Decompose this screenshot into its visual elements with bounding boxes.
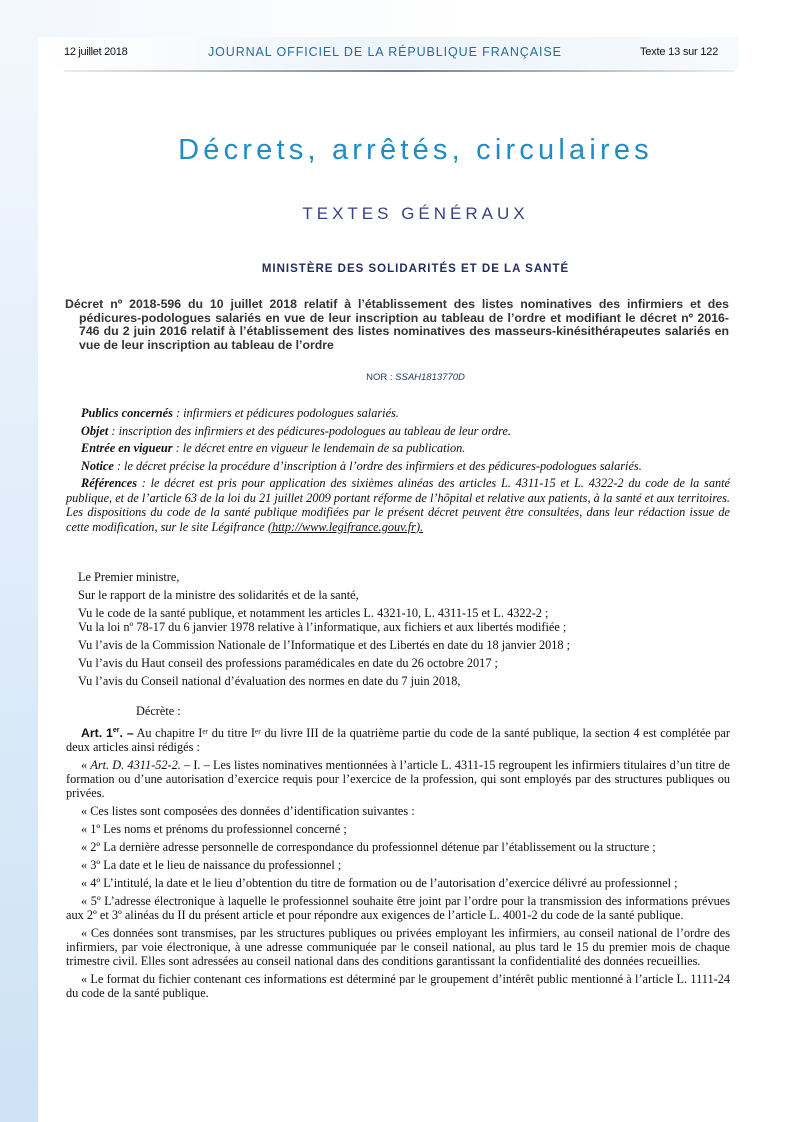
paragraph: « 1º Les noms et prénoms du professionnel concerné ;: [81, 822, 347, 837]
preamble-line: Le Premier ministre,: [78, 570, 180, 584]
paragraph: « 4º L’intitulé, la date et le lieu d’obtention du titre de formation ou de l’autorisation d’exercice délivré au professionnel ;: [81, 876, 678, 891]
decree-title: [65, 298, 729, 352]
summary-references-label: Références: [81, 476, 137, 490]
article-1-label-end: . –: [119, 726, 134, 741]
summary-objet: [66, 424, 730, 439]
summary-entree-label: Entrée en vigueur: [81, 441, 173, 455]
summary-objet-label: Objet: [81, 423, 109, 438]
paragraph: « 5º L’adresse électronique à laquelle le professionnel souhaite être joint par l’ordre pour la transmission des informations prévues aux 2º et 3º alinéas du II du présent article et pour répondre aux exigences de l’article L. 4001-2 du code de la santé publique.: [66, 894, 730, 923]
nor-value: SSAH1813770D: [395, 372, 465, 383]
article-1-label-text: Art. 1: [81, 726, 113, 741]
header-journal-title: JOURNAL OFFICIEL DE LA RÉPUBLIQUE FRANÇAISE: [208, 45, 562, 59]
paragraph: « Ces données sont transmises, par les structures publiques ou privées employant les infirmiers, au conseil national de l’ordre des infirmiers, par voie électronique, à une adresse communiquée par le conseil national, au plus tard le 15 du premier mois de chaque trimestre civil. Elles sont adressées au conseil national dans des conditions garantissant la confidentialité des données recueillies.: [66, 926, 730, 969]
paragraph: « Ces listes sont composées des données d’identification suivantes :: [81, 804, 415, 819]
summary-entree-text: : le décret entre en vigueur le lendemain de sa publication.: [172, 441, 466, 455]
article-1-text: Au chapitre Iᵉʳ du titre Iᵉʳ du livre III de la quatrième partie du code de la santé publique, la section 4 est complétée par deux articles ainsi rédigés :: [66, 726, 730, 755]
article-1-label: [81, 726, 134, 740]
article-1-label-sup: er: [112, 727, 120, 734]
article-d-text: – I. – Les listes nominatives mentionnées à l’article L. 4311-15 regroupent les infirmiers titulaires d’un titre de formation ou d’une autorisation d’exercice requis pour l’exercice de la profession, qui sont employés par des structures publiques ou privées.: [66, 758, 730, 801]
legifrance-link[interactable]: (http://www.legifrance.gouv.fr).: [267, 519, 424, 534]
summary-references: [66, 476, 730, 534]
preamble-line: Vu la loi nº 78-17 du 6 janvier 1978 relative à l’informatique, aux fichiers et aux libertés modifiée ;: [78, 620, 567, 634]
decree-title-text: Décret nº 2018-596 du 10 juillet 2018 relatif à l’établissement des listes nominatives des infirmiers et des pédicures-podologues salariés en vue de leur inscription au tableau de l’ordre et modifiant le décret nº 2016-746 du 2 juin 2016 relatif à l’établissement des listes nominatives des masseurs-kinésithérapeutes salariés en vue de leur inscription au tableau de l’ordre: [65, 297, 729, 352]
summary-publics-text: : infirmiers et pédicures podologues salariés.: [172, 406, 399, 420]
page-top-decoration: [0, 0, 793, 37]
summary-notice: [66, 459, 730, 474]
header-date: 12 juillet 2018: [64, 46, 128, 58]
header-divider: [64, 70, 734, 72]
quote-open: «: [81, 758, 91, 773]
article-d-label: Art. D. 4311-52-2.: [90, 758, 181, 773]
summary-notice-text: : le décret précise la procédure d’inscription à l’ordre des infirmiers et des pédicures-podologues salariés.: [113, 458, 642, 473]
subsection-title: TEXTES GÉNÉRAUX: [302, 204, 529, 223]
summary-publics: [66, 406, 730, 421]
preamble-line: Sur le rapport de la ministre des solidarités et de la santé,: [78, 588, 359, 602]
header-page-info: Texte 13 sur 122: [640, 46, 719, 58]
decree-body: [66, 570, 730, 1004]
summary-objet-text: : inscription des infirmiers et des pédicures-podologues au tableau de leur ordre.: [108, 423, 511, 438]
section-title: Décrets, arrêtés, circulaires: [178, 134, 653, 166]
paragraph: « 2º La dernière adresse personnelle de correspondance du professionnel détenue par l’établissement ou la structure ;: [81, 840, 656, 855]
summary-notice-label: Notice: [81, 458, 114, 473]
page-margin-decoration: [0, 0, 38, 1122]
paragraph: « Le format du fichier contenant ces informations est déterminé par le groupement d’intérêt public mentionné à l’article L. 1111-24 du code de la santé publique.: [66, 972, 730, 1001]
preamble-line: Vu l’avis de la Commission Nationale de l’Informatique et des Libertés en date du 18 janvier 2018 ;: [78, 638, 571, 652]
ministry-heading: MINISTÈRE DES SOLIDARITÉS ET DE LA SANTÉ: [261, 263, 570, 275]
paragraph: « 3º La date et le lieu de naissance du professionnel ;: [81, 858, 342, 873]
summary-publics-label: Publics concernés: [81, 406, 173, 420]
summary-references-text: : le décret est pris pour application des sixièmes alinéas des articles L. 4311-15 et L. 4322-2 du code de la santé publique, et de l’article 63 de la loi du 21 juillet 2009 portant réforme de l’hôpital et relative aux patients, à la santé et aux territoires. Les dispositions du code de la santé publique modifiées par le présent décret peuvent être consultées, dans leur rédaction issue de cette modification, sur le site Légifrance: [66, 476, 730, 534]
summary-entree: [66, 441, 730, 456]
article-d-4311-52-2: [66, 758, 730, 800]
article-1: [66, 724, 730, 754]
preamble-line: Vu l’avis du Conseil national d’évaluation des normes en date du 7 juin 2018,: [78, 674, 461, 688]
decrete-heading: Décrète :: [136, 704, 181, 718]
preamble-line: Vu l’avis du Haut conseil des professions paramédicales en date du 26 octobre 2017 ;: [78, 656, 498, 670]
nor-label: NOR :: [366, 372, 393, 383]
preamble-line: Vu le code de la santé publique, et notamment les articles L. 4321-10, L. 4311-15 et L. 4322-2 ;: [78, 606, 549, 620]
decree-summary: [66, 406, 730, 537]
nor-reference: [0, 372, 793, 383]
